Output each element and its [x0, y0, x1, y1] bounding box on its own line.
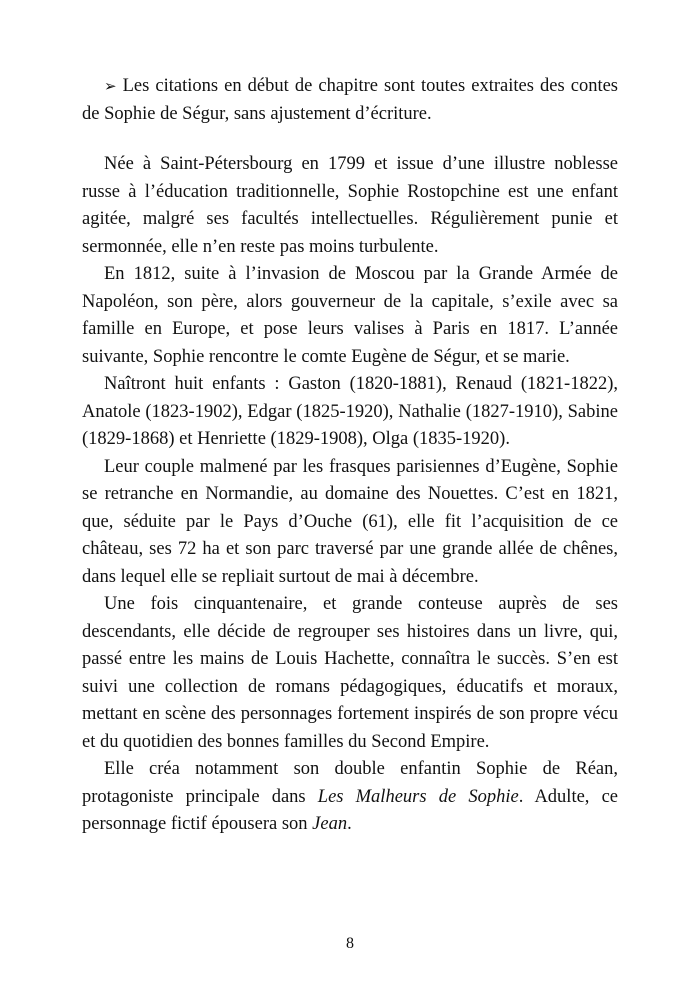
paragraph-exile: En 1812, suite à l’invasion de Moscou par la Grande Armée de Napoléon, son père, alors gouverneur de la capitale, s’exile avec sa famille en Europe, et pose leurs valises à Paris en 1817. L’année suivante, Sophie rencontre le comte Eugène de Ségur, et se marie.: [82, 264, 618, 367]
paragraph-part: . Adulte, ce personnage fictif épousera son: [82, 786, 618, 834]
paragraph-birth: Née à Saint-Pétersbourg en 1799 et issue d’une illustre noblesse russe à l’éducation traditionnelle, Sophie Rostopchine est une enfant agitée, malgré ses facultés intellectuelles. Régulièrement punie et sermonnée, elle n’en reste pas moins turbulente.: [82, 154, 618, 257]
paragraph-sophie-de-rean: [82, 756, 618, 839]
paragraph-part: .: [347, 814, 352, 834]
arrow-right-bullet-icon: ➢: [104, 77, 117, 95]
biography-text: [82, 151, 618, 839]
note-text: Les citations en début de chapitre sont toutes extraites des contes de Sophie de Ségur, sans ajustement d’écriture.: [82, 76, 618, 124]
note-paragraph: [82, 73, 618, 128]
paragraph-children: Naîtront huit enfants : Gaston (1820-1881), Renaud (1821-1822), Anatole (1823-1902), Edgar (1825-1920), Nathalie (1827-1910), Sabine (1829-1868) et Henriette (1829-1908), Olga (1835-1920).: [82, 374, 618, 449]
paragraph-normandie: Leur couple malmené par les frasques parisiennes d’Eugène, Sophie se retranche en Normandie, au domaine des Nouettes. C’est en 1821, que, séduite par le Pays d’Ouche (61), elle fit l’acquisition de ce château, ses 72 ha et son parc traversé par une grande allée de chênes, dans lequel elle se repliait surtout de mai à décembre.: [82, 456, 618, 587]
book-title: Les Malheurs de Sophie: [317, 786, 519, 807]
paragraph-career: Une fois cinquantenaire, et grande conteuse auprès de ses descendants, elle décide de regrouper ses histoires dans un livre, qui, passé entre les mains de Louis Hachette, connaîtra le succès. S’en est suivi une collection de romans pédagogiques, éducatifs et moraux, mettant en scène des personnages fortement inspirés de son propre vécu et du quotidien des bonnes familles du Second Empire.: [82, 594, 618, 752]
character-name: Jean: [312, 814, 348, 834]
paragraph-part: Elle créa notamment son double enfantin Sophie de Réan, protagoniste principale dans: [82, 759, 618, 807]
introductory-note: [82, 73, 618, 128]
page-number: 8: [346, 935, 354, 952]
